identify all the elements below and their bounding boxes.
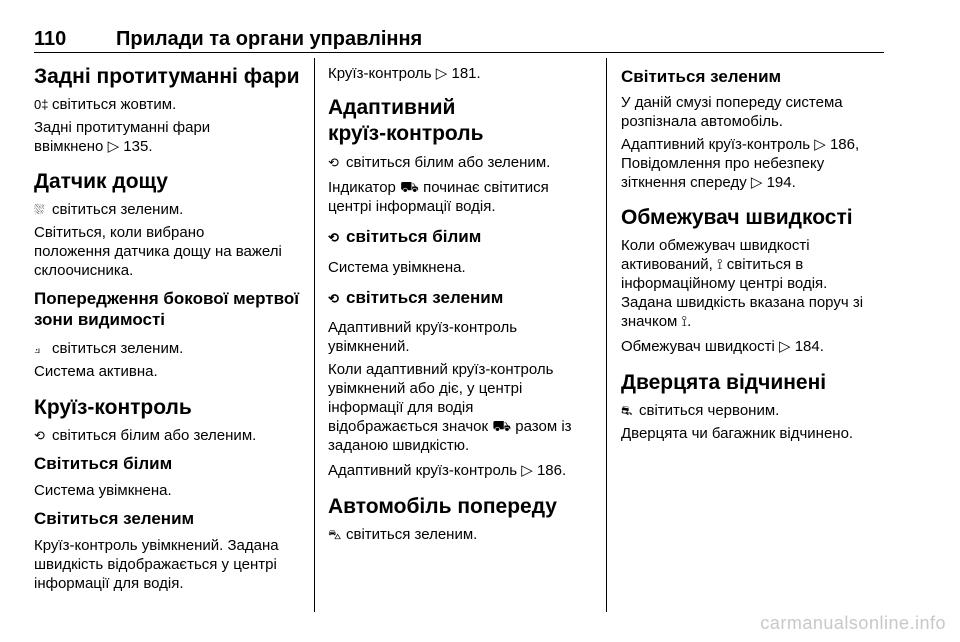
acc-green-text2: Коли адаптивний круїз-контроль увімкнений або діє, у центрі інформації для водія відображається значок ⛟ разом із заданою швидкістю. [328,361,572,454]
cruise-white-title: Світиться білим [34,454,173,473]
rain-text: Світиться, коли вибрано положення датчика дощу на важелі склоочисника. [34,224,282,279]
cruise-green-title: Світиться зеленим [34,509,195,528]
cruise-control-icon: ⟲ [328,291,339,306]
vehicle-green-title: Світиться зеленим [621,67,782,86]
acc-vehicle-icon: ⛟ [400,179,419,196]
column-divider-2 [606,58,607,612]
doors-text: Дверцята чи багажник відчинено. [621,425,854,442]
vehicle-ref-text: Адаптивний круїз-контроль ▷ 186, Повідомлення про небезпеку зіткнення спереду ▷ 194. [621,136,860,191]
watermark: carmanualsonline.info [760,613,946,633]
speed-limiter-icon: ⟟ [681,313,688,330]
header-rule [34,52,884,53]
column-2 [328,60,598,544]
acc-green-text1: Адаптивний круїз-контроль увімкнений. [328,319,518,355]
acc-indicator-text: Індикатор ⛟ починає світитися центрі інформації водія. [328,179,549,215]
rain-line: ⛆ світиться зеленим. [34,201,184,218]
cruise-control-icon: ⟲ [34,428,45,443]
cruise-control-icon: ⟲ [328,155,339,170]
acc-white-text: Система увімкнена. [328,259,466,276]
speed-limiter-ref: Обмежувач швидкості ▷ 184. [621,338,824,355]
speed-limiter-icon: ⟟ [716,256,723,273]
rear-fog-light-icon: 0‡ [34,97,49,112]
cruise-white-text: Система увімкнена. [34,482,172,499]
acc-line: ⟲ світиться білим або зеленим. [328,154,551,171]
page-number: 110 [34,28,67,50]
page-ref-arrow-icon: ▷ [814,136,826,153]
column-divider-1 [314,58,315,612]
doors-title: Дверцята відчинені [621,371,827,394]
doors-line: ⛐ світиться червоним. [621,402,780,419]
rain-title: Датчик дощу [34,170,168,193]
blind-spot-text: Система активна. [34,363,158,380]
cruise-title: Круїз-контроль [34,396,192,419]
fog-text: Задні протитуманні фари ввімкнено ▷ 135. [34,119,211,155]
acc-title: Адаптивний круїз-контроль [328,96,484,145]
car-front-icon: ⛍ [328,527,342,542]
vehicle-ahead-title: Автомобіль попереду [328,495,557,518]
acc-green-title: ⟲ світиться зеленим [328,288,504,307]
vehicle-green-text: У даній смузі попереду система розпізнала автомобіль. [621,94,843,130]
blind-spot-title: Попередження бокової мертвої зони видимості [34,289,299,329]
speed-limiter-title: Обмежувач швидкості [621,206,853,229]
page-ref-arrow-icon: ▷ [435,65,448,82]
cruise-ref-line: Круїз-контроль ▷ 181. [328,65,481,82]
page-ref-arrow-icon: ▷ [750,174,763,191]
acc-vehicle-icon: ⛟ [492,418,512,435]
blind-spot-line: ⟓ світиться зеленим. [34,340,184,357]
page-ref-arrow-icon: ▷ [107,138,120,155]
page-title: Прилади та органи управління [116,28,423,50]
speed-limiter-text: Коли обмежувач швидкості активований, ⟟ світиться в інформаційному центрі водія. Задана швидкість вказана поруч зі значком ⟟. [621,237,864,330]
column-1 [34,60,302,593]
fog-title: Задні протитуманні фари [34,65,300,88]
acc-white-title: ⟲ світиться білим [328,227,482,246]
page-ref-arrow-icon: ▷ [779,338,791,355]
acc-ref-line: Адаптивний круїз-контроль ▷ 186. [328,462,567,479]
cruise-control-icon: ⟲ [328,230,339,245]
door-open-icon: ⛐ [621,403,633,418]
fog-line: 0‡ світиться жовтим. [34,96,177,113]
column-3 [621,60,891,443]
blind-spot-icon: ⟓ [34,341,41,356]
rain-sensor-icon: ⛆ [34,202,45,217]
page-ref-arrow-icon: ▷ [521,462,533,479]
vehicle-ahead-line: ⛍ світиться зеленим. [328,526,478,543]
cruise-line: ⟲ світиться білим або зеленим. [34,427,257,444]
cruise-green-text: Круїз-контроль увімкнений. Задана швидкість відображається у центрі інформації для водія. [34,537,279,592]
